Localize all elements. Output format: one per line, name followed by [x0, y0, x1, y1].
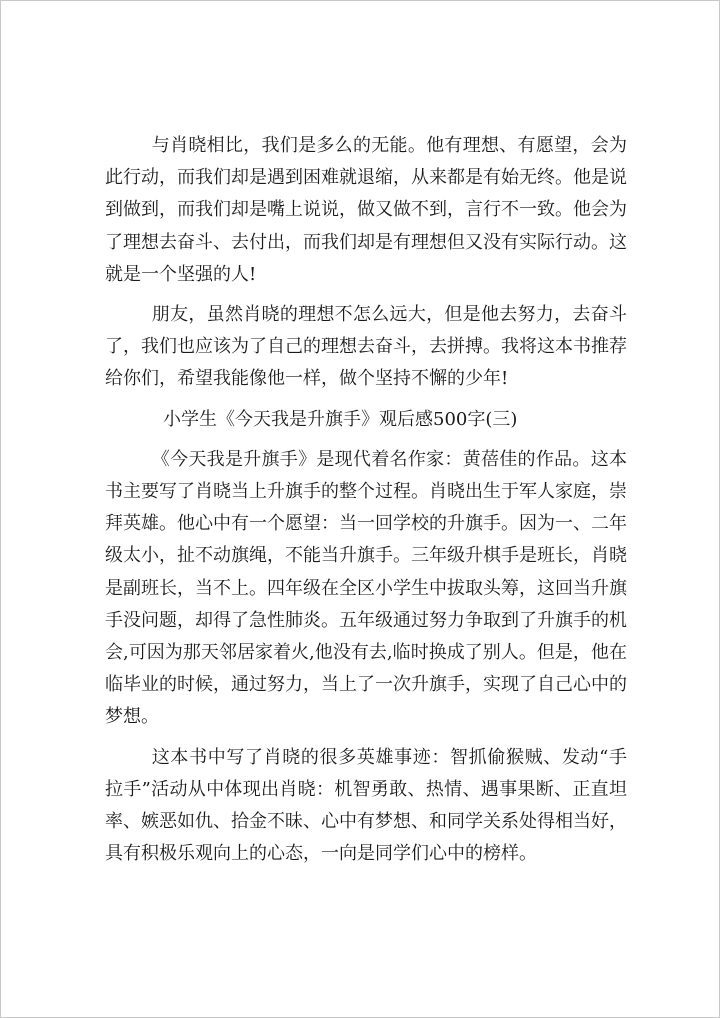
paragraph-2: 朋友，虽然肖晓的理想不怎么远大，但是他去努力，去奋斗了，我们也应该为了自己的理想去奋斗，去拼搏。我将这本书推荐给你们，希望我能像他一样，做个坚持不懈的少年!	[105, 304, 627, 390]
section-heading: 小学生《今天我是升旗手》观后感500字(三)	[163, 408, 518, 430]
document-body	[105, 130, 627, 870]
paragraph-4: 这本书中写了肖晓的很多英雄事迹：智抓偷猴贼、发动“手拉手”活动从中体现出肖晓：机智勇敢、热情、遇事果断、正直坦率、嫉恶如仇、拾金不昧、心中有梦想、和同学关系处得相当好，具有积极乐观向上的心态，一向是同学们心中的榜样。	[105, 746, 627, 865]
paragraph-1: 与肖晓相比，我们是多么的无能。他有理想、有愿望，会为此行动，而我们却是遇到困难就退缩，从来都是有始无终。他是说到做到，而我们却是嘴上说说，做又做不到，言行不一致。他会为了理想去奋斗、去付出，而我们却是有理想但又没有实际行动。这就是一个坚强的人!	[105, 135, 627, 285]
paragraph-3: 《今天我是升旗手》是现代着名作家：黄蓓佳的作品。这本书主要写了肖晓当上升旗手的整个过程。肖晓出生于军人家庭，崇拜英雄。他心中有一个愿望：当一回学校的升旗手。因为一、二年级太小，扯不动旗绳，不能当升旗手。三年级升棋手是班长，肖晓是副班长，当不上。四年级在全区小学生中拔取头筹，这回当升旗手没问题，却得了急性肺炎。五年级通过努力争取到了升旗手的机会,可因为那天邻居家着火,他没有去,临时换成了别人。但是，他在临毕业的时候，通过努力，当上了一次升旗手，实现了自己心中的梦想。	[105, 448, 627, 728]
